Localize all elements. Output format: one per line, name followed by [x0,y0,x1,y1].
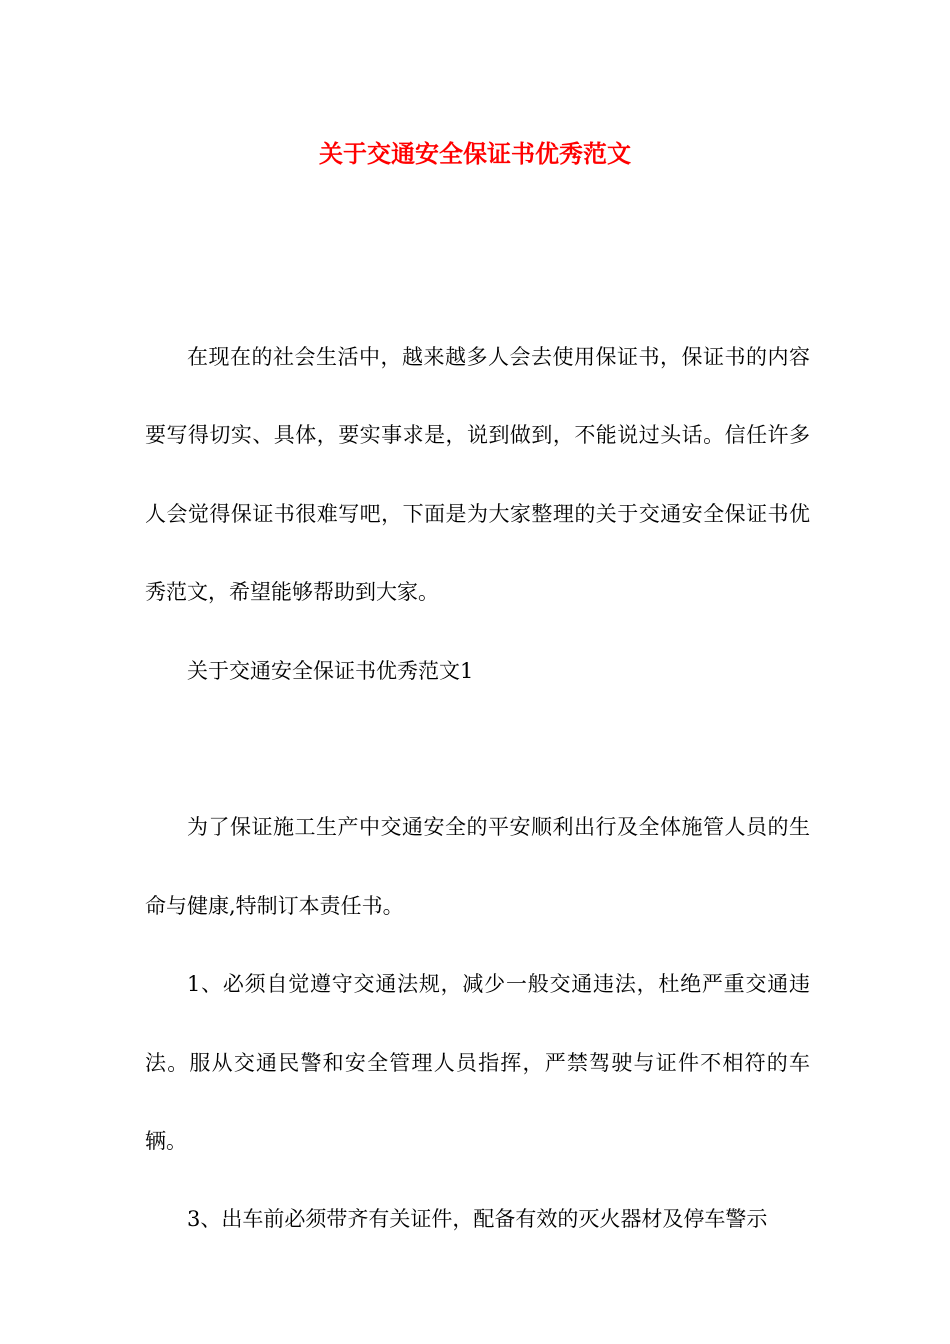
document-title: 关于交通安全保证书优秀范文 [319,139,631,168]
section-heading: 关于交通安全保证书优秀范文1 [187,658,474,683]
rule-item-3: 3、出车前必须带齐有关证件，配备有效的灭火器材及停车警示 [187,1207,768,1232]
purpose-paragraph: 为了保证施工生产中交通安全的平安顺利出行及全体施管人员的生命与健康,特制订本责任书。 [145,815,810,918]
document-body [145,318,810,1259]
intro-paragraph: 在现在的社会生活中，越来越多人会去使用保证书，保证书的内容要写得切实、具体，要实事求是，说到做到，不能说过头话。信任许多人会觉得保证书很难写吧，下面是为大家整理的关于交通安全保证书优秀范文，希望能够帮助到大家。 [145,345,810,605]
rule-item-1: 1、必须自觉遵守交通法规，减少一般交通违法，杜绝严重交通违法。服从交通民警和安全管理人员指挥，严禁驾驶与证件不相符的车辆。 [145,972,810,1154]
